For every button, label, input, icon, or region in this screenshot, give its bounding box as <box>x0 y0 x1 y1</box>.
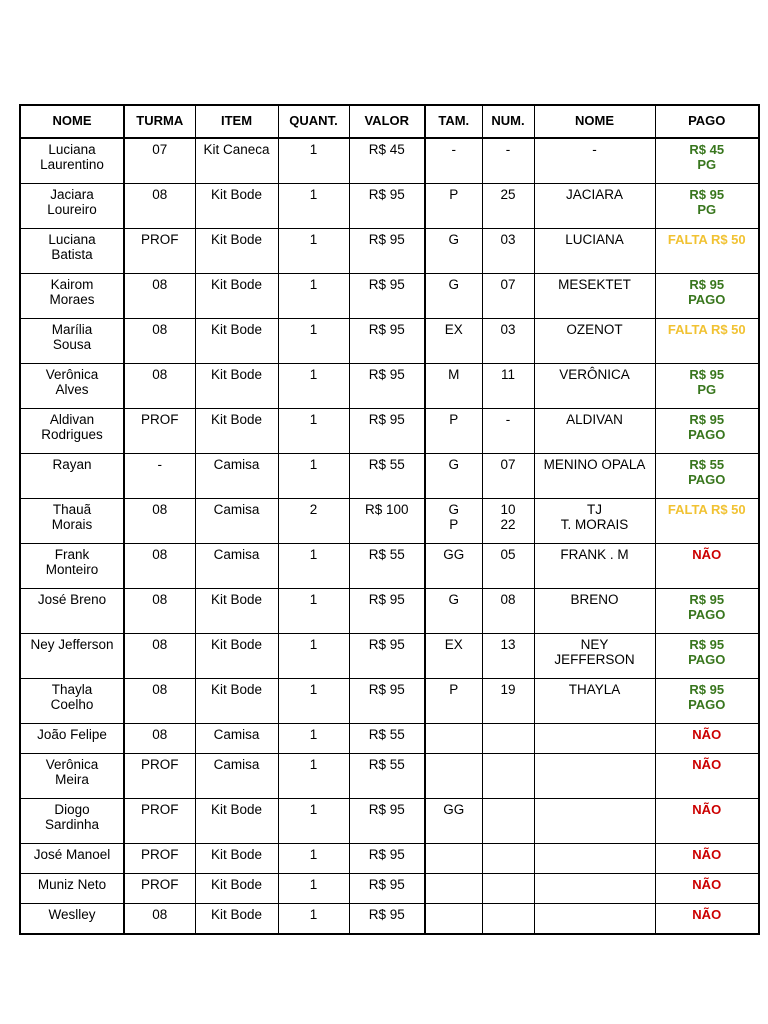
item-cell: Kit Bode <box>195 904 278 935</box>
num-cell <box>482 844 534 874</box>
quant-cell: 1 <box>278 138 349 184</box>
table-row <box>20 409 759 454</box>
name-cell: Luciana Laurentino <box>20 138 124 184</box>
name-cell: José Breno <box>20 589 124 634</box>
table-row <box>20 799 759 844</box>
tam-cell: P <box>425 184 482 229</box>
name-cell: Verônica Meira <box>20 754 124 799</box>
pago-cell: NÃO <box>655 724 759 754</box>
header-valor: VALOR <box>349 105 425 138</box>
table-row <box>20 844 759 874</box>
table-row <box>20 499 759 544</box>
pago-cell: R$ 95 PAGO <box>655 274 759 319</box>
valor-cell: R$ 95 <box>349 634 425 679</box>
item-cell: Kit Bode <box>195 679 278 724</box>
pago-cell: R$ 55 PAGO <box>655 454 759 499</box>
custom-name-cell <box>534 874 655 904</box>
valor-cell: R$ 55 <box>349 454 425 499</box>
quant-cell: 1 <box>278 634 349 679</box>
pago-cell: FALTA R$ 50 <box>655 229 759 274</box>
tam-cell: G P <box>425 499 482 544</box>
turma-cell: - <box>124 454 195 499</box>
custom-name-cell: OZENOT <box>534 319 655 364</box>
item-cell: Camisa <box>195 724 278 754</box>
num-cell: 13 <box>482 634 534 679</box>
item-cell: Kit Bode <box>195 844 278 874</box>
pago-cell: NÃO <box>655 844 759 874</box>
custom-name-cell <box>534 754 655 799</box>
table-row <box>20 679 759 724</box>
custom-name-cell: TJ T. MORAIS <box>534 499 655 544</box>
quant-cell: 1 <box>278 589 349 634</box>
quant-cell: 1 <box>278 319 349 364</box>
tam-cell: G <box>425 274 482 319</box>
quant-cell: 1 <box>278 184 349 229</box>
turma-cell: PROF <box>124 409 195 454</box>
valor-cell: R$ 95 <box>349 589 425 634</box>
header-item: ITEM <box>195 105 278 138</box>
quant-cell: 2 <box>278 499 349 544</box>
turma-cell: 08 <box>124 904 195 935</box>
tam-cell <box>425 874 482 904</box>
valor-cell: R$ 95 <box>349 229 425 274</box>
quant-cell: 1 <box>278 454 349 499</box>
pago-cell: NÃO <box>655 799 759 844</box>
name-cell: Rayan <box>20 454 124 499</box>
num-cell <box>482 904 534 935</box>
pago-cell: R$ 45 PG <box>655 138 759 184</box>
pago-cell: R$ 95 PAGO <box>655 679 759 724</box>
tam-cell: - <box>425 138 482 184</box>
tam-cell: EX <box>425 319 482 364</box>
valor-cell: R$ 95 <box>349 364 425 409</box>
valor-cell: R$ 95 <box>349 679 425 724</box>
name-cell: Frank Monteiro <box>20 544 124 589</box>
name-cell: Jaciara Loureiro <box>20 184 124 229</box>
table-row <box>20 229 759 274</box>
quant-cell: 1 <box>278 724 349 754</box>
num-cell <box>482 799 534 844</box>
table-row <box>20 319 759 364</box>
turma-cell: 08 <box>124 634 195 679</box>
quant-cell: 1 <box>278 679 349 724</box>
pago-cell: R$ 95 PG <box>655 364 759 409</box>
item-cell: Camisa <box>195 454 278 499</box>
pago-cell: NÃO <box>655 874 759 904</box>
quant-cell: 1 <box>278 409 349 454</box>
header-nome: NOME <box>20 105 124 138</box>
custom-name-cell: JACIARA <box>534 184 655 229</box>
custom-name-cell <box>534 844 655 874</box>
num-cell: 03 <box>482 319 534 364</box>
name-cell: Thayla Coelho <box>20 679 124 724</box>
table-row <box>20 138 759 184</box>
item-cell: Kit Bode <box>195 799 278 844</box>
tam-cell <box>425 724 482 754</box>
pago-cell: R$ 95 PG <box>655 184 759 229</box>
custom-name-cell <box>534 724 655 754</box>
name-cell: José Manoel <box>20 844 124 874</box>
num-cell: 07 <box>482 454 534 499</box>
custom-name-cell: ALDIVAN <box>534 409 655 454</box>
tam-cell: G <box>425 454 482 499</box>
item-cell: Kit Caneca <box>195 138 278 184</box>
turma-cell: 08 <box>124 544 195 589</box>
num-cell: 03 <box>482 229 534 274</box>
tam-cell <box>425 844 482 874</box>
custom-name-cell: THAYLA <box>534 679 655 724</box>
header-tam: TAM. <box>425 105 482 138</box>
quant-cell: 1 <box>278 844 349 874</box>
quant-cell: 1 <box>278 874 349 904</box>
header-row <box>20 105 759 138</box>
tam-cell: M <box>425 364 482 409</box>
turma-cell: 08 <box>124 679 195 724</box>
item-cell: Kit Bode <box>195 589 278 634</box>
quant-cell: 1 <box>278 274 349 319</box>
table-row <box>20 274 759 319</box>
name-cell: Thauã Morais <box>20 499 124 544</box>
item-cell: Kit Bode <box>195 874 278 904</box>
turma-cell: 08 <box>124 724 195 754</box>
pago-cell: NÃO <box>655 544 759 589</box>
num-cell: 07 <box>482 274 534 319</box>
valor-cell: R$ 95 <box>349 184 425 229</box>
name-cell: Diogo Sardinha <box>20 799 124 844</box>
name-cell: Kairom Moraes <box>20 274 124 319</box>
custom-name-cell: MESEKTET <box>534 274 655 319</box>
pago-cell: R$ 95 PAGO <box>655 634 759 679</box>
orders-table <box>19 104 760 935</box>
valor-cell: R$ 95 <box>349 904 425 935</box>
table-row <box>20 589 759 634</box>
tam-cell: EX <box>425 634 482 679</box>
turma-cell: 08 <box>124 319 195 364</box>
tam-cell: G <box>425 229 482 274</box>
num-cell: 05 <box>482 544 534 589</box>
valor-cell: R$ 100 <box>349 499 425 544</box>
valor-cell: R$ 55 <box>349 754 425 799</box>
pago-cell: FALTA R$ 50 <box>655 319 759 364</box>
table-row <box>20 364 759 409</box>
custom-name-cell: LUCIANA <box>534 229 655 274</box>
tam-cell: GG <box>425 544 482 589</box>
custom-name-cell: BRENO <box>534 589 655 634</box>
num-cell <box>482 724 534 754</box>
pago-cell: R$ 95 PAGO <box>655 589 759 634</box>
item-cell: Camisa <box>195 544 278 589</box>
custom-name-cell <box>534 799 655 844</box>
quant-cell: 1 <box>278 799 349 844</box>
valor-cell: R$ 55 <box>349 724 425 754</box>
name-cell: Luciana Batista <box>20 229 124 274</box>
custom-name-cell: - <box>534 138 655 184</box>
custom-name-cell: NEY JEFFERSON <box>534 634 655 679</box>
tam-cell: GG <box>425 799 482 844</box>
valor-cell: R$ 95 <box>349 799 425 844</box>
valor-cell: R$ 95 <box>349 874 425 904</box>
turma-cell: 08 <box>124 184 195 229</box>
header-quant: QUANT. <box>278 105 349 138</box>
item-cell: Kit Bode <box>195 184 278 229</box>
quant-cell: 1 <box>278 229 349 274</box>
tam-cell: P <box>425 679 482 724</box>
custom-name-cell <box>534 904 655 935</box>
quant-cell: 1 <box>278 544 349 589</box>
custom-name-cell: VERÔNICA <box>534 364 655 409</box>
custom-name-cell: MENINO OPALA <box>534 454 655 499</box>
header-num: NUM. <box>482 105 534 138</box>
quant-cell: 1 <box>278 754 349 799</box>
quant-cell: 1 <box>278 364 349 409</box>
item-cell: Kit Bode <box>195 319 278 364</box>
item-cell: Kit Bode <box>195 364 278 409</box>
item-cell: Kit Bode <box>195 409 278 454</box>
tam-cell <box>425 904 482 935</box>
name-cell: Aldivan Rodrigues <box>20 409 124 454</box>
table-row <box>20 754 759 799</box>
name-cell: Muniz Neto <box>20 874 124 904</box>
tam-cell: G <box>425 589 482 634</box>
pago-cell: R$ 95 PAGO <box>655 409 759 454</box>
turma-cell: PROF <box>124 844 195 874</box>
item-cell: Camisa <box>195 499 278 544</box>
header-nome-personalizado: NOME <box>534 105 655 138</box>
table-row <box>20 634 759 679</box>
turma-cell: 08 <box>124 274 195 319</box>
num-cell: 08 <box>482 589 534 634</box>
turma-cell: PROF <box>124 754 195 799</box>
num-cell: - <box>482 138 534 184</box>
turma-cell: 08 <box>124 499 195 544</box>
table-row <box>20 544 759 589</box>
num-cell: 10 22 <box>482 499 534 544</box>
item-cell: Kit Bode <box>195 229 278 274</box>
header-pago: PAGO <box>655 105 759 138</box>
valor-cell: R$ 95 <box>349 319 425 364</box>
valor-cell: R$ 95 <box>349 844 425 874</box>
name-cell: Weslley <box>20 904 124 935</box>
num-cell: - <box>482 409 534 454</box>
custom-name-cell: FRANK . M <box>534 544 655 589</box>
turma-cell: 07 <box>124 138 195 184</box>
num-cell: 11 <box>482 364 534 409</box>
header-turma: TURMA <box>124 105 195 138</box>
pago-cell: NÃO <box>655 754 759 799</box>
turma-cell: PROF <box>124 874 195 904</box>
num-cell <box>482 874 534 904</box>
pago-cell: FALTA R$ 50 <box>655 499 759 544</box>
item-cell: Kit Bode <box>195 274 278 319</box>
table-row <box>20 904 759 935</box>
valor-cell: R$ 95 <box>349 409 425 454</box>
valor-cell: R$ 95 <box>349 274 425 319</box>
num-cell: 19 <box>482 679 534 724</box>
num-cell: 25 <box>482 184 534 229</box>
tam-cell: P <box>425 409 482 454</box>
num-cell <box>482 754 534 799</box>
turma-cell: 08 <box>124 589 195 634</box>
name-cell: Marília Sousa <box>20 319 124 364</box>
pago-cell: NÃO <box>655 904 759 935</box>
tam-cell <box>425 754 482 799</box>
name-cell: Verônica Alves <box>20 364 124 409</box>
valor-cell: R$ 45 <box>349 138 425 184</box>
name-cell: Ney Jefferson <box>20 634 124 679</box>
table-row <box>20 184 759 229</box>
turma-cell: PROF <box>124 229 195 274</box>
valor-cell: R$ 55 <box>349 544 425 589</box>
table-row <box>20 724 759 754</box>
item-cell: Kit Bode <box>195 634 278 679</box>
turma-cell: 08 <box>124 364 195 409</box>
quant-cell: 1 <box>278 904 349 935</box>
table-row <box>20 874 759 904</box>
name-cell: João Felipe <box>20 724 124 754</box>
table-row <box>20 454 759 499</box>
item-cell: Camisa <box>195 754 278 799</box>
turma-cell: PROF <box>124 799 195 844</box>
